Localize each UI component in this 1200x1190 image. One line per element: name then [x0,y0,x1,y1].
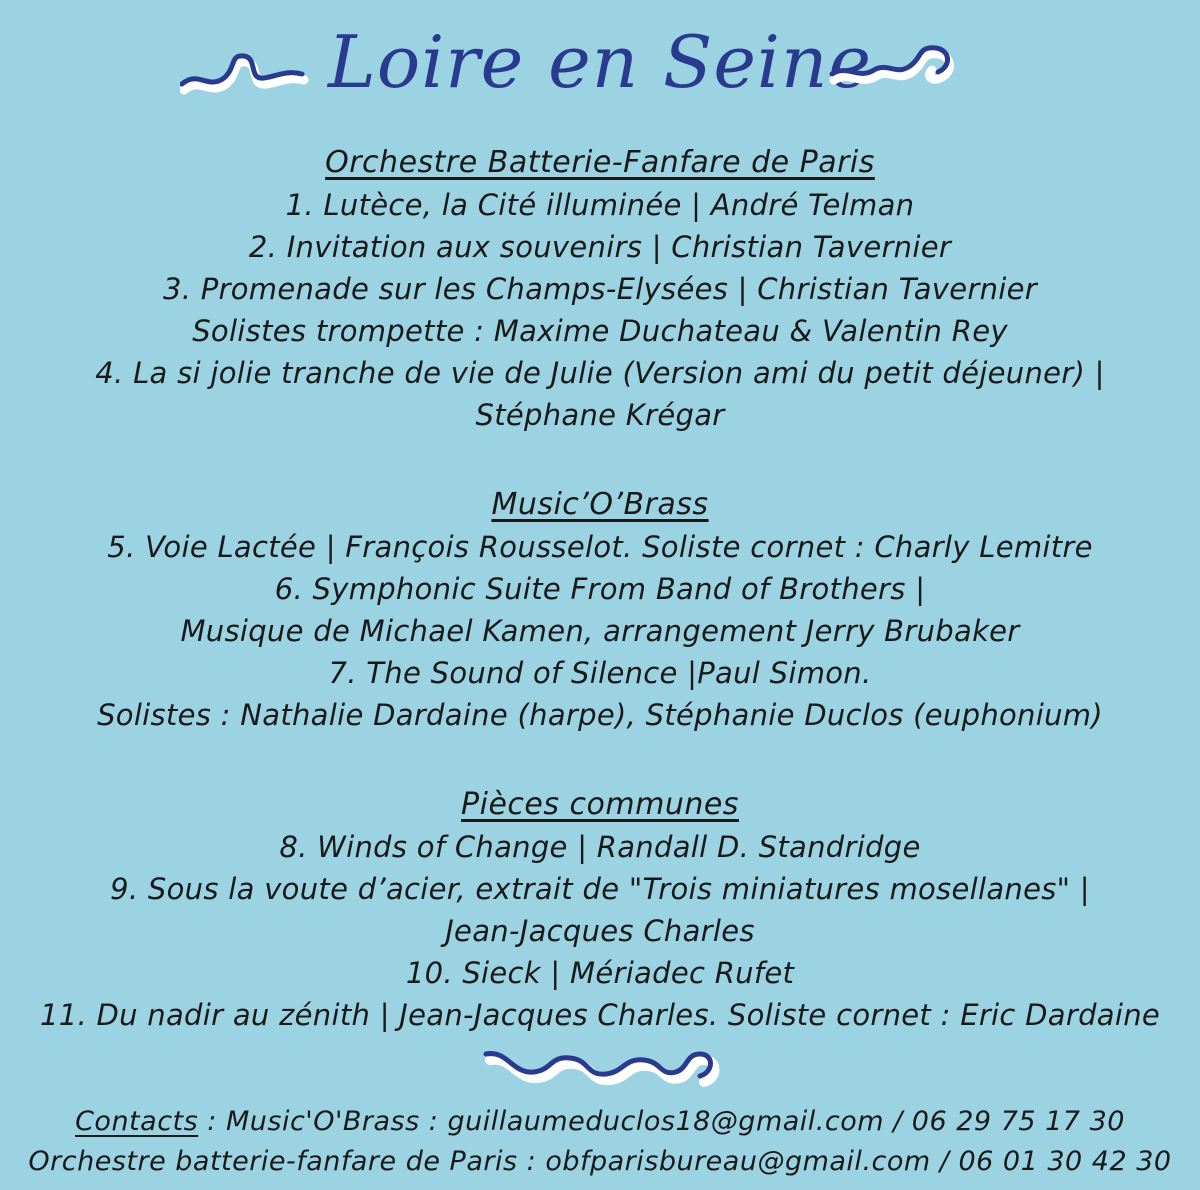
program-line: Musique de Michael Kamen, arrangement Jerry Brubaker [180,614,1020,648]
poster-title: Loire en Seine [328,20,872,104]
section-title: Music’O’Brass [491,487,709,522]
section-title: Pièces communes [461,787,739,822]
program-line: 10. Sieck | Mériadec Rufet [405,956,795,990]
wave-right-icon [828,42,960,102]
contacts-label: Contacts [75,1106,199,1137]
contact-line-2[interactable]: Orchestre batterie-fanfare de Paris : obfparisbureau@gmail.com / 06 01 30 42 30 [28,1146,1172,1177]
program-line: Solistes : Nathalie Dardaine (harpe), Stéphanie Duclos (euphonium) [97,698,1103,732]
section-obfp [0,142,1200,436]
contact-musicobrass[interactable]: : Music'O'Brass : guillaumeduclos18@gmail.com / 06 29 75 17 30 [198,1106,1125,1137]
program-line: 3. Promenade sur les Champs-Elysées | Christian Tavernier [162,272,1038,306]
program-line: 2. Invitation aux souvenirs | Christian Tavernier [248,230,952,264]
program-line: Stéphane Krégar [475,398,725,432]
section-pieces-communes [0,784,1200,1036]
program-line: 5. Voie Lactée | François Rousselot. Soliste cornet : Charly Lemitre [107,530,1093,564]
program-line: 9. Sous la voute d’acier, extrait de "Trois miniatures mosellanes" | [110,872,1090,906]
program-line: 4. La si jolie tranche de vie de Julie (Version ami du petit déjeuner) | [95,356,1105,390]
section-musicobrass [0,484,1200,736]
section-title: Orchestre Batterie-Fanfare de Paris [325,145,875,180]
program-line: 11. Du nadir au zénith | Jean-Jacques Charles. Soliste cornet : Eric Dardaine [39,998,1161,1032]
program-line: 7. The Sound of Silence |Paul Simon. [328,656,872,690]
program-line: Jean-Jacques Charles [445,914,755,948]
program-line: 6. Symphonic Suite From Band of Brothers | [274,572,926,606]
header [0,8,1200,118]
contacts-footer [0,1102,1200,1182]
contact-line-1 [0,1102,1200,1142]
program-line: 1. Lutèce, la Cité illuminée | André Telman [285,188,915,222]
wave-divider-icon [482,1044,722,1100]
program-line: Solistes trompette : Maxime Duchateau & Valentin Rey [192,314,1008,348]
program-line: 8. Winds of Change | Randall D. Standridge [279,830,921,864]
